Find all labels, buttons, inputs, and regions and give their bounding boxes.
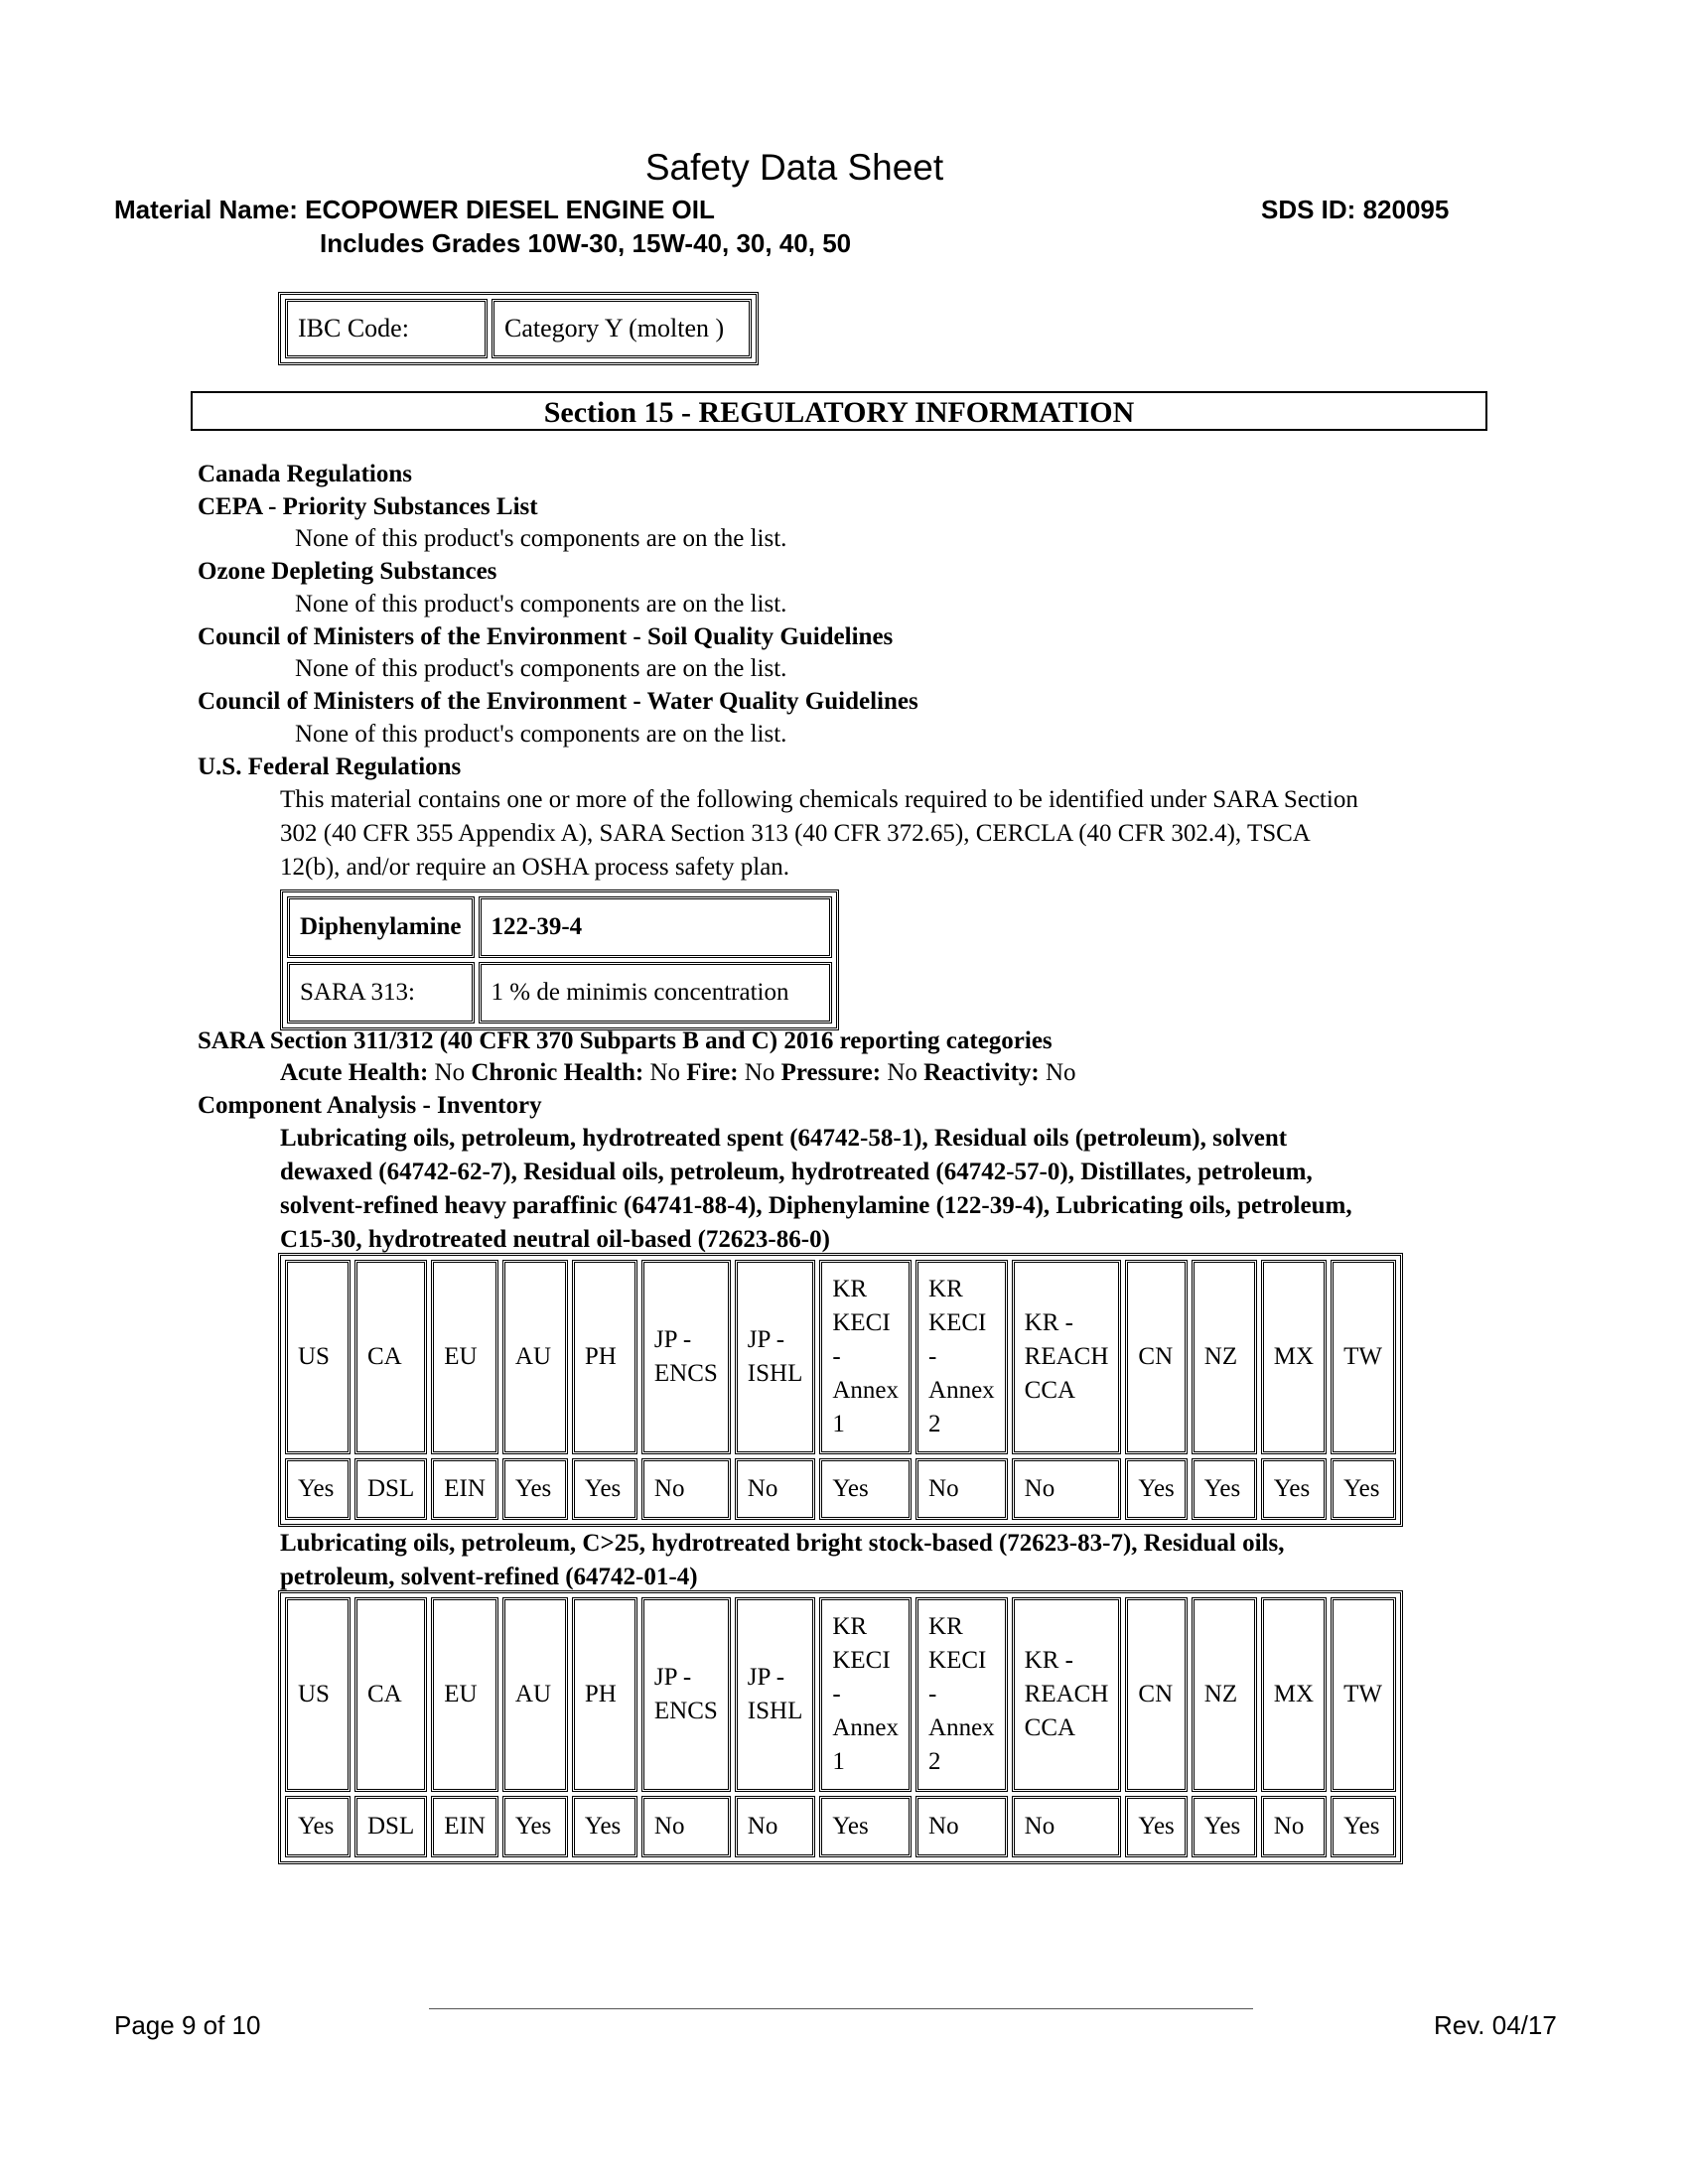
inventory-header-cell — [1012, 1260, 1122, 1454]
page-number: Page 9 of 10 — [114, 2010, 261, 2040]
inventory-header-text: KR - — [1024, 1647, 1073, 1674]
inventory-value-row — [285, 1458, 1396, 1520]
water-quality-heading: Council of Ministers of the Environment - Water Quality Guidelines — [198, 688, 918, 715]
inventory-value-cell: Yes — [1331, 1796, 1396, 1857]
group1-components — [280, 1122, 1352, 1257]
inventory-header-cell — [354, 1260, 427, 1454]
inventory-header-cell — [915, 1597, 1008, 1792]
inventory-header-cell — [735, 1597, 816, 1792]
inventory-header-text: - — [928, 1681, 937, 1707]
ozone-heading: Ozone Depleting Substances — [198, 558, 497, 585]
sara-313-value: 1 % de minimis concentration — [479, 962, 832, 1024]
sara-313-table — [280, 889, 839, 1030]
inventory-value-cell: EIN — [431, 1796, 498, 1857]
inventory-header-text: US — [298, 1681, 330, 1707]
us-federal-text — [280, 783, 1358, 885]
acute-health-label: Acute Health: — [280, 1059, 429, 1086]
inventory-header-cell — [915, 1260, 1008, 1454]
cepa-text: None of this product's components are on the list. — [295, 525, 787, 552]
inventory-header-text: Annex — [832, 1714, 900, 1741]
chemical-cas: 122-39-4 — [479, 896, 832, 958]
inventory-header-text: EU — [444, 1343, 478, 1370]
inventory-header-text: ENCS — [653, 1698, 718, 1724]
inventory-header-cell — [641, 1260, 731, 1454]
inventory-header-cell — [1012, 1597, 1122, 1792]
inventory-value-cell: No — [641, 1458, 731, 1520]
inventory-header-text: AU — [514, 1681, 551, 1707]
inventory-header-text: MX — [1273, 1681, 1315, 1707]
pressure-value: No — [887, 1059, 917, 1086]
inventory-header-text: ISHL — [747, 1360, 803, 1387]
reactivity-value: No — [1046, 1059, 1076, 1086]
inventory-header-text: 1 — [832, 1411, 845, 1437]
inventory-header-text: MX — [1273, 1343, 1315, 1370]
inventory-header-cell — [819, 1260, 912, 1454]
inventory-value-cell: Yes — [1261, 1458, 1327, 1520]
inventory-value-cell: Yes — [819, 1796, 912, 1857]
inventory-value-cell: No — [641, 1796, 731, 1857]
inventory-header-text: CA — [367, 1681, 402, 1707]
group1-component-line: solvent-refined heavy paraffinic (64741-88-4), Diphenylamine (122-39-4), Lubricating oils, petroleum, — [280, 1192, 1352, 1219]
inventory-value-cell: No — [1261, 1796, 1327, 1857]
acute-health-value: No — [434, 1059, 466, 1086]
inventory-header-text: JP - — [653, 1664, 692, 1691]
ozone-text: None of this product's components are on the list. — [295, 591, 787, 617]
sara-311-categories — [280, 1059, 1076, 1087]
inventory-value-cell: Yes — [819, 1458, 912, 1520]
inventory-header-cell — [1125, 1597, 1187, 1792]
inventory-value-cell: No — [735, 1796, 816, 1857]
inventory-header-text: KR — [832, 1276, 868, 1302]
inventory-value-cell: Yes — [1331, 1458, 1396, 1520]
inventory-header-text: KECI — [928, 1309, 987, 1336]
inventory-header-cell — [1125, 1260, 1187, 1454]
water-quality-text: None of this product's components are on the list. — [295, 721, 787, 748]
inventory-header-text: REACH — [1024, 1343, 1109, 1370]
inventory-header-text: JP - — [747, 1664, 785, 1691]
us-federal-line: 302 (40 CFR 355 Appendix A), SARA Section 313 (40 CFR 372.65), CERCLA (40 CFR 302.4), TSCA — [280, 820, 1311, 847]
inventory-value-cell: No — [915, 1458, 1008, 1520]
component-analysis-heading: Component Analysis - Inventory — [198, 1092, 542, 1119]
soil-quality-text: None of this product's components are on the list. — [295, 655, 787, 682]
fire-label: Fire: — [686, 1059, 739, 1086]
inventory-value-cell: Yes — [572, 1796, 637, 1857]
sara-311-heading: SARA Section 311/312 (40 CFR 370 Subparts B and C) 2016 reporting categories — [198, 1027, 1053, 1054]
inventory-header-text: PH — [584, 1681, 617, 1707]
inventory-header-text: 2 — [928, 1411, 941, 1437]
inventory-header-text: JP - — [747, 1326, 785, 1353]
inventory-value-cell: Yes — [1192, 1458, 1257, 1520]
inventory-table-1 — [278, 1253, 1403, 1527]
inventory-header-text: NZ — [1203, 1343, 1238, 1370]
inventory-header-text: KR - — [1024, 1309, 1073, 1336]
inventory-header-cell — [1192, 1260, 1257, 1454]
us-federal-heading: U.S. Federal Regulations — [198, 753, 462, 780]
inventory-header-text: CCA — [1024, 1714, 1076, 1741]
inventory-header-text: NZ — [1203, 1681, 1238, 1707]
inventory-header-cell — [354, 1597, 427, 1792]
inventory-header-cell — [502, 1260, 568, 1454]
inventory-value-cell: EIN — [431, 1458, 498, 1520]
inventory-header-cell — [1261, 1260, 1327, 1454]
sds-id: SDS ID: 820095 — [1261, 195, 1450, 224]
inventory-header-cell — [285, 1597, 351, 1792]
inventory-header-cell — [1331, 1260, 1396, 1454]
inventory-header-text: Annex — [832, 1377, 900, 1404]
inventory-header-text: Annex — [928, 1377, 995, 1404]
inventory-header-text: EU — [444, 1681, 478, 1707]
inventory-header-text: CN — [1138, 1343, 1174, 1370]
inventory-value-cell: Yes — [572, 1458, 637, 1520]
inventory-header-cell — [1331, 1597, 1396, 1792]
inventory-header-text: CA — [367, 1343, 402, 1370]
inventory-header-text: 2 — [928, 1748, 941, 1775]
inventory-header-cell — [431, 1260, 498, 1454]
inventory-header-cell — [819, 1597, 912, 1792]
group1-component-line: dewaxed (64742-62-7), Residual oils, petroleum, hydrotreated (64742-57-0), Distillates, petroleum, — [280, 1159, 1313, 1185]
revision: Rev. 04/17 — [1434, 2010, 1557, 2040]
inventory-value-cell: Yes — [1192, 1796, 1257, 1857]
inventory-header-text: - — [928, 1343, 937, 1370]
inventory-value-cell: No — [1012, 1796, 1122, 1857]
ibc-code-label: IBC Code: — [285, 299, 488, 358]
document-title: Safety Data Sheet — [644, 147, 944, 188]
inventory-value-row — [285, 1796, 1396, 1857]
inventory-header-text: ENCS — [653, 1360, 718, 1387]
group2-component-line: Lubricating oils, petroleum, C>25, hydrotreated bright stock-based (72623-83-7), Residual oils, — [280, 1530, 1285, 1557]
inventory-header-text: KECI — [832, 1309, 891, 1336]
inventory-header-text: ISHL — [747, 1698, 803, 1724]
inventory-header-cell — [1261, 1597, 1327, 1792]
inventory-header-cell — [502, 1597, 568, 1792]
us-federal-line: 12(b), and/or require an OSHA process safety plan. — [280, 854, 790, 881]
fire-value: No — [744, 1059, 775, 1086]
inventory-header-text: US — [298, 1343, 330, 1370]
inventory-header-cell — [735, 1260, 816, 1454]
cepa-heading: CEPA - Priority Substances List — [198, 493, 538, 520]
group2-component-line: petroleum, solvent-refined (64742-01-4) — [280, 1564, 698, 1590]
inventory-header-text: Annex — [928, 1714, 995, 1741]
inventory-header-text: KECI — [928, 1647, 987, 1674]
inventory-header-cell — [572, 1260, 637, 1454]
group2-components — [280, 1527, 1285, 1594]
ibc-code-table — [278, 292, 759, 365]
inventory-header-text: 1 — [832, 1748, 845, 1775]
inventory-header-text: TW — [1343, 1343, 1382, 1370]
group1-component-line: Lubricating oils, petroleum, hydrotreated spent (64742-58-1), Residual oils (petroleum), solvent — [280, 1125, 1288, 1152]
inventory-table-2 — [278, 1590, 1403, 1864]
inventory-header-text: KR — [928, 1613, 963, 1640]
included-grades: Includes Grades 10W-30, 15W-40, 30, 40, 50 — [320, 228, 852, 258]
sara-313-label: SARA 313: — [287, 962, 475, 1024]
section-header: Section 15 - REGULATORY INFORMATION — [191, 391, 1487, 431]
inventory-header-text: PH — [584, 1343, 617, 1370]
inventory-header-cell — [285, 1260, 351, 1454]
inventory-value-cell: No — [1012, 1458, 1122, 1520]
inventory-value-cell: Yes — [1125, 1458, 1187, 1520]
inventory-value-cell: Yes — [285, 1458, 351, 1520]
inventory-header-cell — [641, 1597, 731, 1792]
inventory-header-text: - — [832, 1343, 841, 1370]
inventory-header-text: CCA — [1024, 1377, 1076, 1404]
chronic-health-label: Chronic Health: — [471, 1059, 644, 1086]
group1-component-line: C15-30, hydrotreated neutral oil-based (72623-86-0) — [280, 1226, 830, 1253]
inventory-header-text: - — [832, 1681, 841, 1707]
inventory-value-cell: No — [915, 1796, 1008, 1857]
inventory-header-text: TW — [1343, 1681, 1382, 1707]
reactivity-label: Reactivity: — [923, 1059, 1040, 1086]
inventory-value-cell: Yes — [285, 1796, 351, 1857]
inventory-value-cell: DSL — [354, 1458, 427, 1520]
inventory-value-cell: Yes — [502, 1458, 568, 1520]
inventory-value-cell: Yes — [1125, 1796, 1187, 1857]
soil-quality-heading: Council of Ministers of the Environment - Soil Quality Guidelines — [198, 623, 894, 650]
inventory-header-row — [285, 1260, 1396, 1454]
footer-divider — [429, 2008, 1253, 2009]
inventory-header-cell — [572, 1597, 637, 1792]
inventory-header-text: KR — [832, 1613, 868, 1640]
ibc-code-value: Category Y (molten ) — [492, 299, 752, 358]
inventory-header-text: KR — [928, 1276, 963, 1302]
chemical-name: Diphenylamine — [287, 896, 475, 958]
inventory-header-text: KECI — [832, 1647, 891, 1674]
inventory-header-text: JP - — [653, 1326, 692, 1353]
inventory-value-cell: No — [735, 1458, 816, 1520]
canada-regulations-heading: Canada Regulations — [198, 461, 413, 487]
chronic-health-value: No — [649, 1059, 680, 1086]
inventory-header-row — [285, 1597, 1396, 1792]
inventory-header-text: CN — [1138, 1681, 1174, 1707]
inventory-header-text: AU — [514, 1343, 551, 1370]
inventory-header-text: REACH — [1024, 1681, 1109, 1707]
pressure-label: Pressure: — [780, 1059, 882, 1086]
inventory-value-cell: Yes — [502, 1796, 568, 1857]
material-name: Material Name: ECOPOWER DIESEL ENGINE OIL — [114, 195, 715, 224]
inventory-header-cell — [431, 1597, 498, 1792]
us-federal-line: This material contains one or more of the following chemicals required to be identified under SARA Section — [280, 786, 1358, 813]
inventory-value-cell: DSL — [354, 1796, 427, 1857]
inventory-header-cell — [1192, 1597, 1257, 1792]
